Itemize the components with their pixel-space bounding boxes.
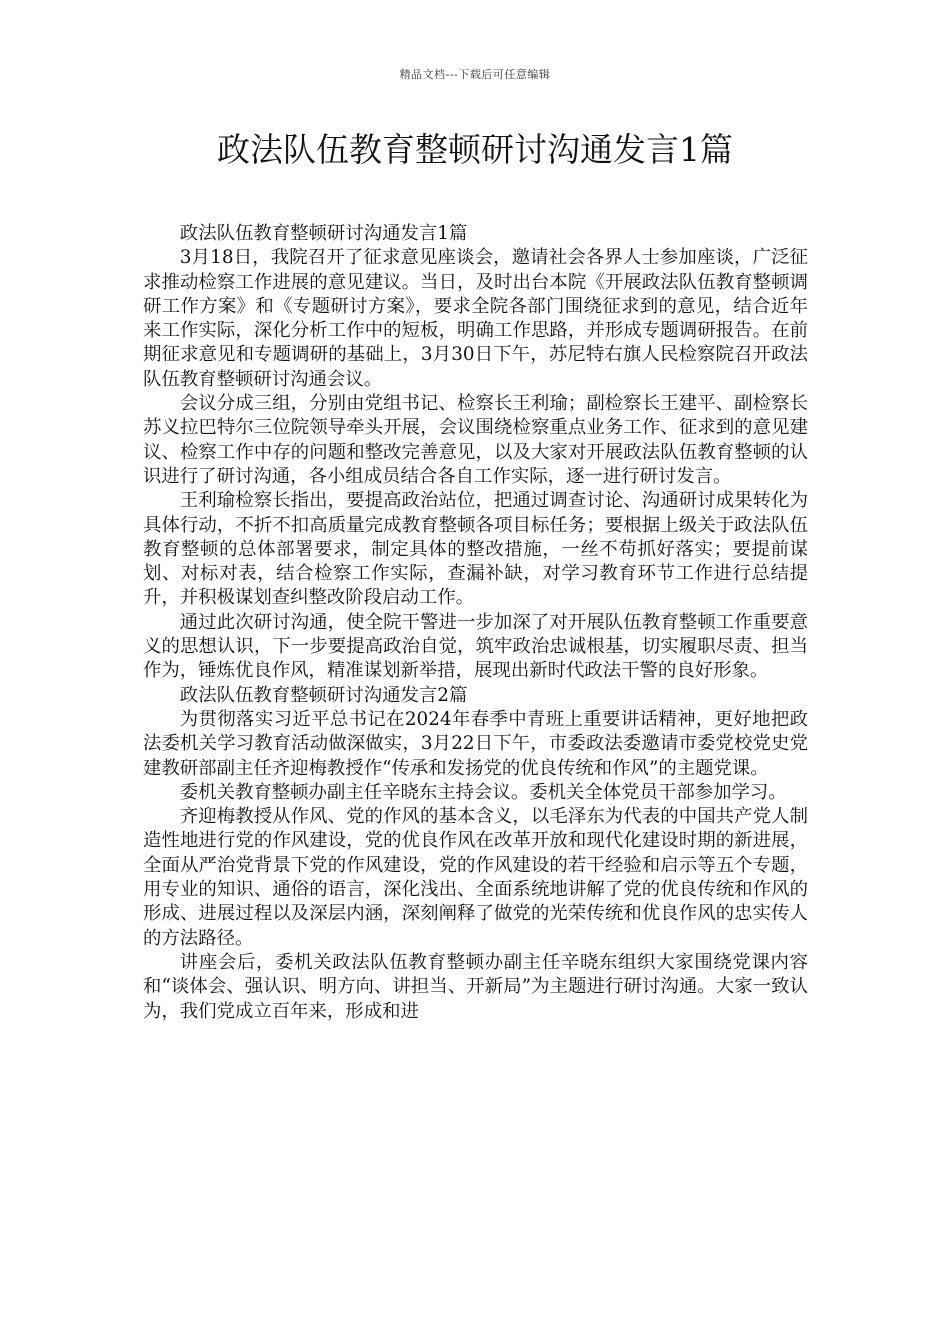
paragraph: 会议分成三组，分别由党组书记、检察长王利瑜；副检察长王建平、副检察长苏义拉巴特尔三位院领导牵头开展，会议围绕检察重点业务工作、征求到的意见建议、检察工作中存的问题和整改完善意见，以及大家对开展政法队伍教育整顿的认识进行了研讨沟通，各小组成员结合各自工作实际，逐一进行研讨发言。 [143, 393, 808, 487]
document-body [143, 222, 808, 1024]
paragraph: 讲座会后，委机关政法队伍教育整顿办副主任辛晓东组织大家围绕党课内容和“谈体会、强认识、明方向、讲担当、开新局”为主题进行研讨沟通。大家一致认为，我们党成立百年来，形成和进 [143, 951, 808, 1022]
document-title: 政法队伍教育整顿研讨沟通发言1篇 [217, 130, 733, 169]
paragraph-subtitle-1: 政法队伍教育整顿研讨沟通发言1篇 [179, 223, 468, 244]
paragraph: 3月18日，我院召开了征求意见座谈会，邀请社会各界人士参加座谈，广泛征求推动检察工作进展的意见建议。当日，及时出台本院《开展政法队伍教育整顿调研工作方案》和《专题研讨方案》，要求全院各部门围绕征求到的意见，结合近年来工作实际，深化分析工作中的短板，明确工作思路，并形成专题调研报告。在前期征求意见和专题调研的基础上，3月30日下午，苏尼特右旗人民检察院召开政法队伍教育整顿研讨沟通会议。 [143, 247, 808, 390]
paragraph: 通过此次研讨沟通，使全院干警进一步加深了对开展队伍教育整顿工作重要意义的思想认识，下一步要提高政治自觉，筑牢政治忠诚根基，切实履职尽责、担当作为，锤炼优良作风，精准谋划新举措，展现出新时代政法干警的良好形象。 [143, 611, 808, 682]
paragraph: 委机关教育整顿办副主任辛晓东主持会议。委机关全体党员干部参加学习。 [179, 781, 787, 803]
paragraph: 王利瑜检察长指出，要提高政治站位，把通过调查讨论、沟通研讨成果转化为具体行动，不折不扣高质量完成教育整顿各项目标任务；要根据上级关于政法队伍教育整顿的总体部署要求，制定具体的整改措施，一丝不苟抓好落实；要提前谋划、对标对表，结合检察工作实际，查漏补缺，对学习教育环节工作进行总结提升，并积极谋划查纠整改阶段启动工作。 [143, 490, 808, 609]
paragraph: 为贯彻落实习近平总书记在2024年春季中青班上重要讲话精神，更好地把政法委机关学习教育活动做深做实，3月22日下午，市委政法委邀请市委党校党史党建教研部副主任齐迎梅教授作“传承和发扬党的优良传统和作风”的主题党课。 [143, 708, 808, 779]
paragraph-subtitle-2: 政法队伍教育整顿研讨沟通发言2篇 [179, 684, 468, 706]
paragraph: 齐迎梅教授从作风、党的作风的基本含义，以毛泽东为代表的中国共产党人制造性地进行党的作风建设，党的优良作风在改革开放和现代化建设时期的新进展，全面从严治党背景下党的作风建设，党的作风建设的若干经验和启示等五个专题，用专业的知识、通俗的语言，深化浅出、全面系统地讲解了党的优良传统和作风的形成、进展过程以及深层内涵，深刻阐释了做党的光荣传统和优良作风的忠实传人的方法路径。 [143, 806, 808, 949]
page-header: 精品文档---下载后可任意编辑 [399, 68, 551, 81]
